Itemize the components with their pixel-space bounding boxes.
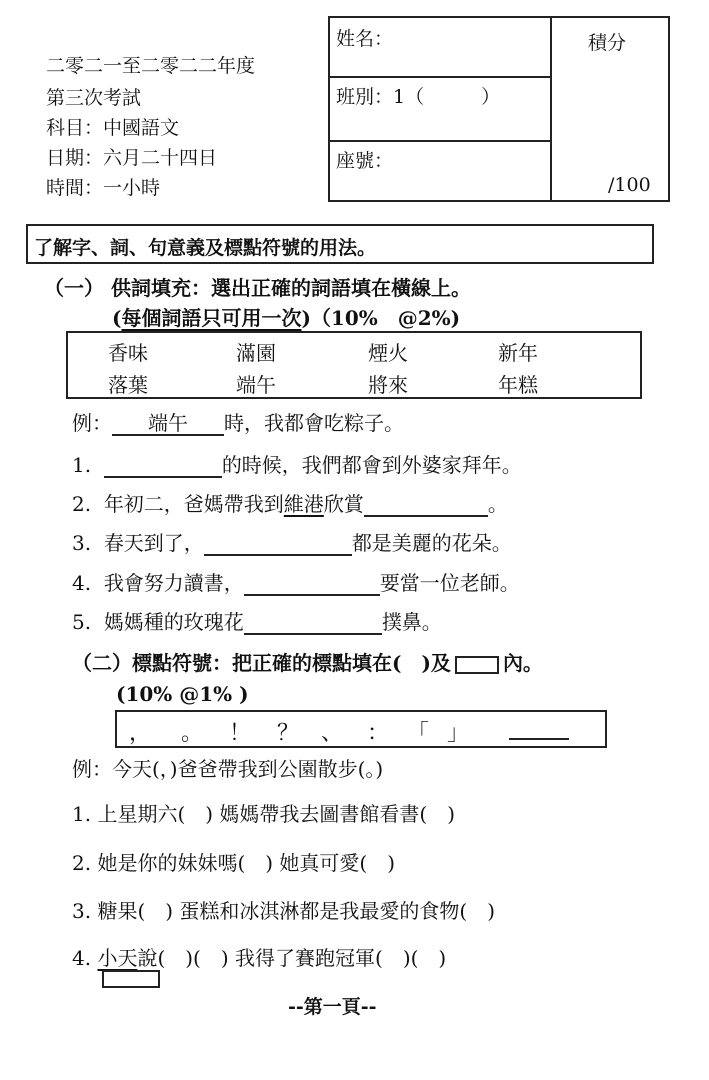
- page-footer: --第一頁--: [288, 996, 377, 1018]
- q5-fill: 5. 媽媽種的玫瑰花 撲鼻。: [72, 610, 442, 634]
- word-item: 香味: [108, 341, 148, 365]
- school-year: 二零二一至二零二二年度: [46, 55, 256, 77]
- q5-blank[interactable]: [244, 611, 382, 635]
- punct-item: ？: [277, 721, 300, 746]
- topic-box: [26, 224, 654, 264]
- subject-line: 科目：中國語文: [46, 117, 180, 139]
- seat-label: 座號：: [336, 150, 394, 172]
- section2-q4[interactable]: 4. 小天說( )( ) 我得了賽跑冠軍( )( ): [72, 946, 447, 970]
- class-label: 班別：1（ ）: [336, 86, 501, 108]
- section2-q1[interactable]: 1. 上星期六( ) 媽媽帶我去圖書館看書( ): [72, 802, 456, 826]
- info-divider-vertical: [550, 18, 552, 200]
- student-info-box: [328, 16, 670, 202]
- punct-item: 。: [181, 721, 204, 746]
- q4-blank[interactable]: [244, 572, 380, 596]
- word-item: 煙火: [368, 341, 408, 365]
- q4-fill: 4. 我會努力讀書， 要當一位老師。: [72, 571, 520, 595]
- section2-q3[interactable]: 3. 糖果( ) 蛋糕和冰淇淋都是我最愛的食物( ): [72, 899, 496, 923]
- punct-item: ，: [129, 721, 152, 746]
- word-item: 年糕: [498, 373, 538, 397]
- score-total: /100: [608, 174, 651, 196]
- info-divider-2: [330, 140, 550, 142]
- answer-box-sample: [455, 656, 499, 674]
- topic-text: 了解字、詞、句意義及標點符號的用法。: [34, 237, 377, 259]
- section2-q2[interactable]: 2. 她是你的妹妹嗎( ) 她真可愛( ): [72, 851, 396, 875]
- section1-note: (每個詞語只可用一次)（10% @2%): [112, 306, 461, 330]
- section2-example: 例：今天(，)爸爸帶我到公園散步(。): [72, 757, 384, 781]
- q2-fill: 2. 年初二，爸媽帶我到維港欣賞 。: [72, 492, 508, 516]
- section1-title: （一） 供詞填充：選出正確的詞語填在橫線上。: [44, 276, 471, 300]
- punct-item: ：: [367, 721, 390, 746]
- info-divider-1: [330, 76, 550, 78]
- date-line: 日期：六月二十四日: [46, 147, 218, 169]
- word-bank-box: [66, 331, 642, 399]
- punct-item: 、: [321, 721, 344, 746]
- punctuation-bank-box: [115, 710, 607, 748]
- exam-title: 第三次考試: [46, 87, 142, 109]
- example-answer: 端午: [112, 412, 224, 436]
- punct-item: 「: [407, 721, 430, 746]
- punct-item: 」: [447, 721, 470, 746]
- q1-blank[interactable]: [104, 454, 222, 478]
- section1-note-underlined: 每個詞語只可用一次: [121, 306, 302, 330]
- duration-line: 時間：一小時: [46, 177, 161, 199]
- word-item: 新年: [498, 341, 538, 365]
- dash-line: [509, 738, 569, 740]
- name-label: 姓名：: [336, 28, 394, 50]
- q4-answer-box[interactable]: [102, 970, 160, 988]
- punct-item: ！: [229, 721, 252, 746]
- word-item: 將來: [368, 373, 408, 397]
- section2-title: （二）標點符號：把正確的標點填在( )及 內。: [72, 651, 543, 675]
- q3-blank[interactable]: [204, 532, 352, 556]
- q3-fill: 3. 春天到了， 都是美麗的花朵。: [72, 531, 512, 555]
- score-label: 積分: [588, 32, 627, 54]
- q1-fill: 1. 的時候，我們都會到外婆家拜年。: [72, 453, 522, 477]
- word-item: 落葉: [108, 373, 148, 397]
- word-item: 端午: [236, 373, 276, 397]
- q4-name: 小天: [97, 946, 138, 970]
- q2-blank[interactable]: [364, 493, 488, 517]
- example-sentence: 例： 端午 時，我都會吃粽子。: [72, 411, 404, 435]
- word-item: 滿園: [236, 341, 276, 365]
- section2-note: (10% @1% ): [116, 682, 249, 706]
